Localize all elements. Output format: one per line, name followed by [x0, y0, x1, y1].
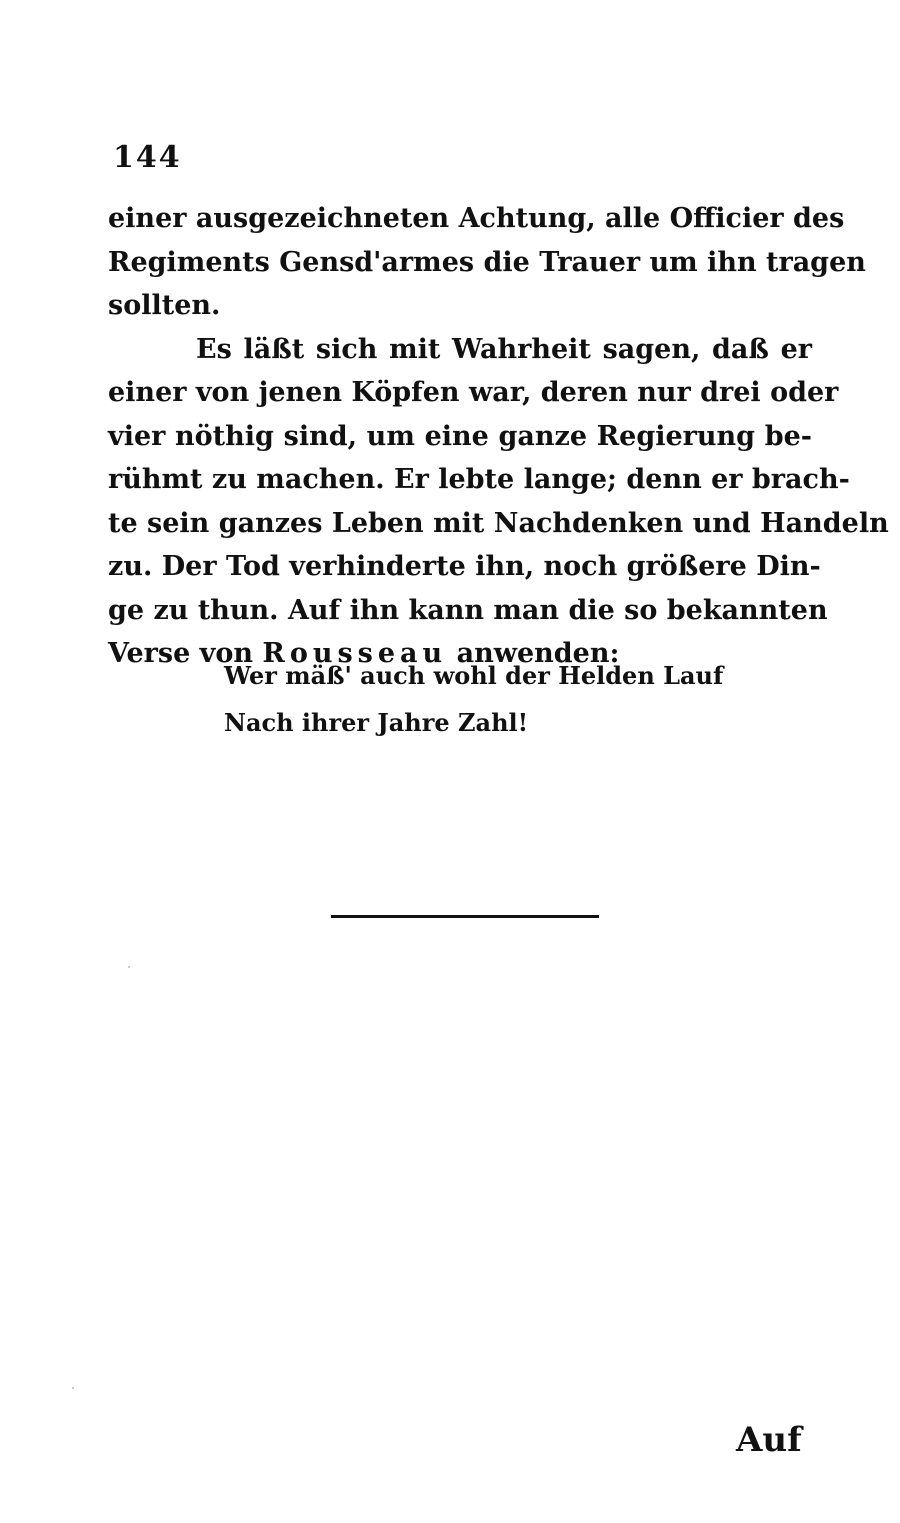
body-text — [108, 197, 889, 676]
text-line: sollten. — [108, 290, 221, 321]
text-line: einer von jenen Köpfen war, deren nur drei oder — [108, 377, 839, 408]
author-name: Rousseau — [262, 638, 448, 669]
text-fragment: anwenden: — [456, 638, 620, 669]
paper-speck — [128, 966, 130, 968]
verse-quote — [224, 652, 723, 746]
section-divider — [331, 915, 599, 918]
text-line: zu. Der Tod verhinderte ihn, noch größere Din- — [108, 551, 821, 582]
text-line: rühmt zu machen. Er lebte lange; denn er brach- — [108, 464, 850, 495]
catchword: Auf — [736, 1420, 802, 1460]
paper-speck — [72, 1387, 74, 1389]
verse-line: Nach ihrer Jahre Zahl! — [224, 708, 529, 737]
text-line: einer ausgezeichneten Achtung, alle Officier des — [108, 203, 845, 234]
text-line: Es läßt sich mit Wahrheit sagen, daß er — [196, 333, 812, 365]
text-line: Regiments Gensd'armes die Trauer um ihn tragen — [108, 246, 866, 278]
verse-line: Wer mäß' auch wohl der Helden Lauf — [224, 661, 724, 690]
text-line: te sein ganzes Leben mit Nachdenken und Handeln — [108, 507, 889, 539]
text-line: vier nöthig sind, um eine ganze Regierung be- — [108, 420, 812, 452]
text-line: ge zu thun. Auf ihn kann man die so bekannten — [108, 594, 828, 626]
page-number: 144 — [113, 140, 182, 175]
text-fragment: Verse von — [108, 638, 253, 669]
